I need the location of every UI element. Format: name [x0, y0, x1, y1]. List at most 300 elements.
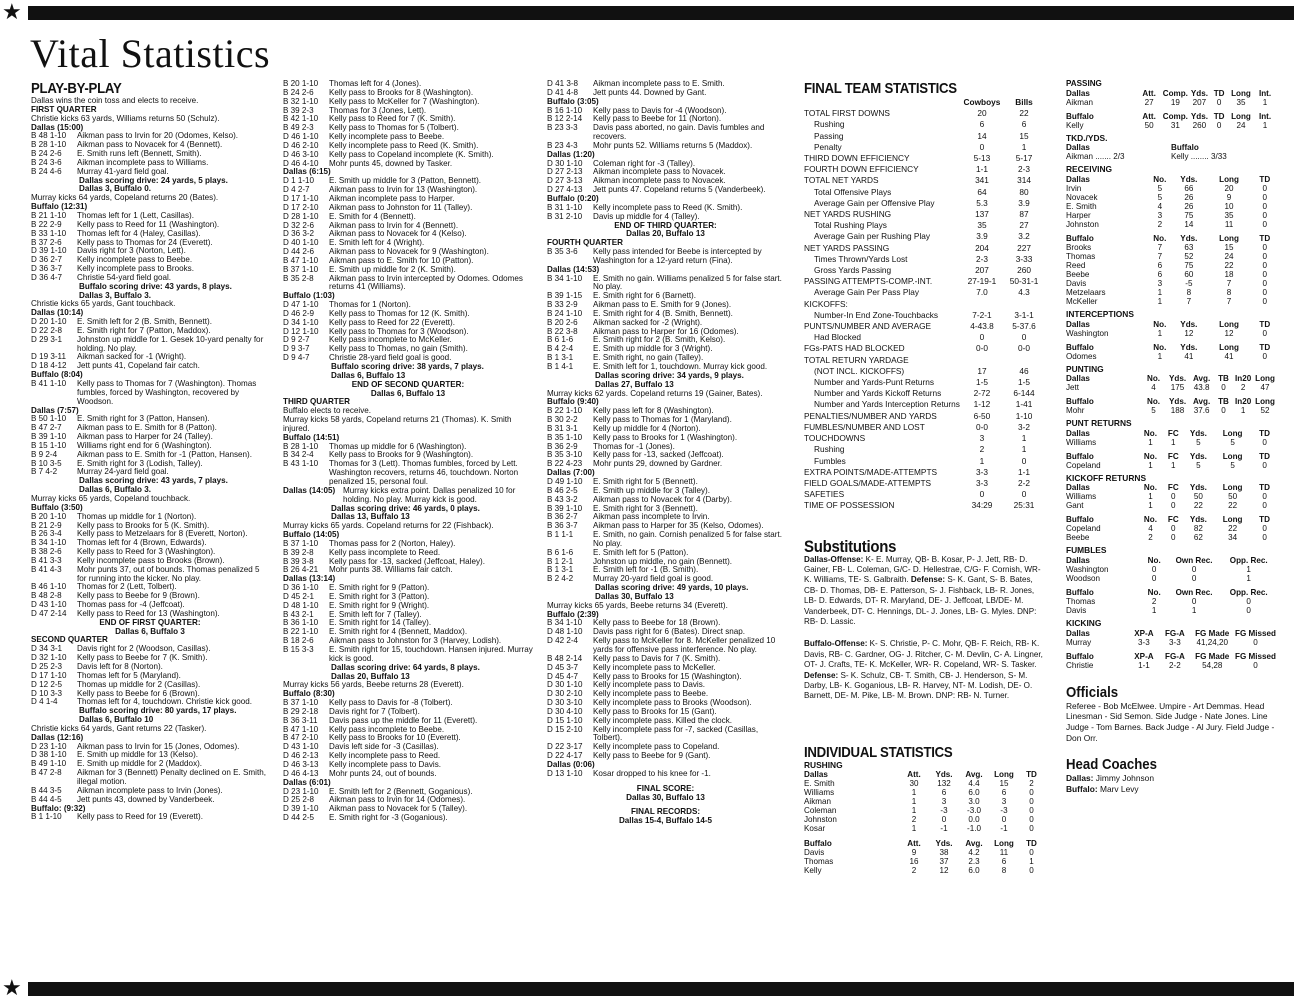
- stat-cell: 41: [1184, 351, 1194, 361]
- tkd-buffalo-name: Kelly: [1171, 152, 1189, 162]
- cowboys-value: 5-13: [973, 153, 991, 164]
- stat-cell: -1: [940, 823, 948, 833]
- stat-cell: 22: [1228, 501, 1238, 511]
- play-text: E. Smith right for 5 (Bennett).: [593, 476, 698, 486]
- tkd-buffalo-value: 3/33: [1211, 152, 1227, 162]
- stat-cell: 0: [1216, 97, 1222, 107]
- play-down: B 36 2-7: [547, 512, 578, 522]
- team-label: Buffalo: [1066, 451, 1094, 461]
- team-stat-row: [804, 142, 1044, 153]
- play-text: Kelly pass to Beebe for 9 (Gant).: [593, 751, 711, 761]
- table-row: [1066, 193, 1276, 202]
- stat-cell: 0: [1191, 565, 1197, 574]
- play-text: Kelly incomplete pass to McKeller.: [593, 662, 716, 672]
- stat-cell: 0: [1171, 492, 1176, 502]
- play-text: E. Smith right for 9 (Patton).: [329, 583, 430, 593]
- play-down: D 22 4-17: [547, 751, 583, 761]
- play-down: B 7 4-2: [31, 467, 58, 477]
- play-text: Aikman pass to Irvin for 4 (Bennett).: [329, 220, 459, 230]
- stat-cell: 54,28: [1202, 660, 1223, 670]
- stat-cell: 3: [941, 796, 947, 806]
- play-line: [547, 248, 784, 266]
- drive-team: Buffalo (9:40): [547, 397, 599, 407]
- officials-text: Referee - Bob McElwee. Umpire - Art Demmas. Head Linesman - Sid Semon. Side Judge - Nate Jones. Line Judge - Tom Barnes. Back Judge - Al Jury. Field Judge - Don Orr.: [1066, 700, 1275, 743]
- play-text: Davis right for 2 (Woodson, Casillas).: [77, 644, 211, 654]
- play-down: D 46 2-9: [283, 308, 315, 318]
- play-text: Kelly pass to Davis for -8 (Tolbert).: [329, 698, 453, 708]
- cowboys-value: 64: [977, 186, 987, 197]
- play-down: D 46 2-13: [283, 751, 319, 761]
- play-down: D 1 1-10: [283, 176, 315, 186]
- stat-cell: 6.0: [968, 787, 980, 797]
- stat-cell: 41,24,20: [1196, 637, 1228, 647]
- play-down: B 43 2-1: [283, 609, 314, 619]
- play-down: B 34 2-4: [283, 450, 314, 460]
- player-name: E. Smith: [804, 778, 835, 788]
- table-row: [1066, 98, 1276, 107]
- quarter-end: Dallas 20, Buffalo 13: [626, 229, 705, 239]
- quarter-heading: THIRD QUARTER: [283, 397, 350, 407]
- play-text: Kelly incomplete pass to Davis.: [593, 680, 706, 690]
- tkd-dallas-name: Aikman: [1066, 152, 1093, 162]
- dallas-punt-returns-table: [1066, 429, 1276, 447]
- player-name: Beebe: [1066, 270, 1090, 280]
- play-text: Thomas left for 1 (Lett, Casillas).: [77, 210, 194, 220]
- play-text: Kelly pass incomplete to Beebe.: [329, 724, 445, 734]
- cowboys-value: 20: [977, 108, 987, 119]
- individual-stats-header: INDIVIDUAL STATISTICS: [804, 743, 953, 761]
- play-down: B 38 2-6: [31, 547, 62, 557]
- fumbles-header: FUMBLES: [1066, 545, 1107, 556]
- bills-value: 1-1: [1018, 466, 1031, 477]
- play-text: Aikman pass to Irvin for 15 (Jones, Odomes).: [77, 741, 240, 751]
- player-name: Davis: [1066, 606, 1087, 615]
- team-label: Dallas: [1066, 428, 1090, 438]
- stat-cell: 1: [1157, 288, 1163, 298]
- play-down: D 12 2-5: [31, 679, 63, 689]
- team-stat-row: [804, 299, 1044, 310]
- play-down: B 22 2-9: [31, 219, 62, 229]
- stat-cell: FC: [1167, 515, 1179, 525]
- tkd-buffalo: Buffalo: [1171, 143, 1199, 153]
- stat-cell: 8: [1226, 288, 1232, 298]
- stat-label: PENALTIES/NUMBER AND YARDS: [804, 410, 937, 421]
- stat-label: FOURTH DOWN EFFICIENCY: [804, 164, 919, 175]
- stat-label: Average Gain per Offensive Play: [814, 197, 935, 208]
- play-down: D 47 1-10: [283, 300, 319, 310]
- stat-cell: 1: [1148, 437, 1153, 447]
- table-row: [1066, 243, 1276, 252]
- stat-cell: Comp.: [1162, 88, 1188, 98]
- stat-cell: FC: [1167, 428, 1179, 438]
- scoring-summary: Dallas 6, Buffalo 13: [331, 370, 406, 380]
- stat-cell: Long: [1219, 319, 1239, 329]
- stat-cell: 15: [1224, 243, 1234, 253]
- cowboys-value: [960, 355, 1004, 366]
- stat-label: FIELD GOALS/MADE-ATTEMPTS: [804, 477, 932, 488]
- stat-cell: Long: [1219, 342, 1239, 352]
- buffalo-defense-label: Defense:: [804, 670, 839, 680]
- play-text: Davis right for 3 (Norton, Lett).: [77, 246, 186, 256]
- interceptions-header: INTERCEPTIONS: [1066, 309, 1134, 320]
- play-down: D 22 2-8: [31, 325, 63, 335]
- bills-value: 15: [1019, 130, 1029, 141]
- drive-team: Dallas (15:00): [31, 122, 84, 132]
- cowboys-value: 3: [979, 433, 985, 444]
- tkd-header: TKD./YDS.: [1066, 132, 1108, 143]
- play-text: Kelly incomplete pass to Reed (K. Smith).: [329, 140, 479, 150]
- receiving-header: RECEIVING: [1066, 164, 1113, 175]
- team-stat-row: [804, 310, 1044, 321]
- play-text: Aikman pass to Harper for 16 (Odomes).: [593, 326, 739, 336]
- table-header-row: [804, 839, 1044, 848]
- play-text: Thomas up middle for 2 (Casillas).: [77, 679, 201, 689]
- play-text: E. Smith right for 6 (Barnett).: [593, 291, 697, 301]
- play-line: [283, 460, 533, 487]
- bills-value: 0: [1021, 332, 1027, 343]
- bills-value: 3-1-1: [1014, 309, 1034, 320]
- play-down: B 47 1-10: [283, 255, 319, 265]
- play-text: Kelly pass to Copeland incomplete (K. Smith).: [329, 149, 494, 159]
- play-line: [547, 275, 784, 293]
- play-text: Christie 54-yard field goal.: [77, 272, 172, 282]
- stat-cell: 0: [1262, 261, 1268, 271]
- stat-cell: 2: [1029, 778, 1034, 788]
- stat-cell: No.: [1143, 515, 1157, 525]
- cowboys-value: 3-3: [975, 466, 988, 477]
- stat-cell: FG Missed: [1235, 628, 1276, 638]
- play-down: B 4 2-4: [547, 344, 574, 354]
- play-text: Thomas for 3 (Lett). Thomas fumbles, forced by Lett. Washington recovers, returns 46, touchdown. Norton penalized 15, personal foul.: [329, 459, 519, 486]
- stat-cell: 50: [1228, 492, 1238, 502]
- play-down: B 28 1-10: [283, 441, 319, 451]
- stat-label: Passing: [814, 130, 844, 141]
- table-header-row: [1066, 175, 1276, 184]
- table-header-row: [1066, 343, 1276, 352]
- team-label: Buffalo: [1066, 651, 1094, 661]
- stat-cell: 60: [1184, 270, 1194, 280]
- play-down: D 40 1-10: [283, 238, 319, 248]
- stat-label: THIRD DOWN EFFICIENCY: [804, 153, 910, 164]
- play-text: Aikman incomplete pass to E. Smith.: [593, 80, 725, 88]
- play-down: B 26 3-4: [31, 529, 62, 539]
- cowboys-value: 1-5: [975, 377, 988, 388]
- cowboys-value: 0-0: [975, 343, 988, 354]
- buffalo-punting-table: [1066, 397, 1276, 415]
- play-text: Kelly pass to Reed for 19 (Everett).: [77, 812, 203, 822]
- table-row: [1066, 270, 1276, 279]
- pbp-list: [283, 80, 533, 823]
- quarter-end: END OF THIRD QUARTER:: [614, 220, 717, 230]
- stat-cell: Comp.: [1162, 111, 1188, 121]
- play-text: Aikman pass to E. Smith for -1 (Patton, Hansen).: [77, 449, 252, 459]
- stat-cell: 0: [1246, 597, 1251, 606]
- scoring-summary: Dallas 27, Buffalo 13: [595, 379, 674, 389]
- drive-team: Buffalo (14:05): [283, 530, 340, 540]
- stat-cell: Att.: [1142, 111, 1156, 121]
- stat-cell: 63: [1184, 243, 1194, 253]
- team-stat-row: [804, 187, 1044, 198]
- play-text: Kelly incomplete pass to Brooks (Woodson).: [593, 698, 752, 708]
- table-row: [1066, 261, 1276, 270]
- stat-cell: 26: [1184, 193, 1194, 203]
- kicking-header: KICKING: [1066, 618, 1102, 628]
- play-down: B 47 2-8: [31, 768, 62, 778]
- play-text: Thomas left for 4 (Haley, Casillas).: [77, 228, 201, 238]
- play-text: Murray 41-yard field goal.: [77, 166, 169, 176]
- table-header-row: [1066, 515, 1276, 524]
- play-down: B 24 2-6: [31, 149, 62, 159]
- stat-cell: No.: [1143, 483, 1157, 493]
- play-down: D 19 3-11: [31, 352, 66, 362]
- bottom-rule: [28, 982, 1294, 996]
- play-text: Kelly pass for -13, sacked (Jeffcoat, Haley).: [329, 556, 485, 566]
- stat-cell: 9: [911, 847, 917, 857]
- stat-cell: 18: [1224, 270, 1234, 280]
- play-down: B 41 3-3: [31, 555, 62, 565]
- stat-cell: TD: [1259, 342, 1271, 352]
- stat-cell: Long: [1231, 111, 1251, 121]
- bills-value: 3.9: [1018, 197, 1030, 208]
- play-text: E. Smith right for 14 (Talley).: [329, 618, 432, 628]
- stat-cell: 0: [1262, 328, 1268, 338]
- play-text: E. Smith left for 2 (Bennett, Goganious).: [329, 786, 473, 796]
- page-title: Vital Statistics: [30, 31, 271, 76]
- play-down: D 17 2-10: [283, 202, 319, 212]
- buffalo-kickoff-returns-table: [1066, 515, 1276, 542]
- team-stat-row: [804, 108, 1044, 119]
- stat-cell: 75: [1184, 211, 1194, 221]
- cowboys-value: 2-3: [975, 253, 988, 264]
- play-text: Thomas up middle for 6 (Washington).: [329, 441, 467, 451]
- punt-returns-header: PUNT RETURNS: [1066, 418, 1132, 429]
- stat-label: NET YARDS PASSING: [804, 242, 890, 253]
- stat-cell: 12: [1224, 328, 1234, 338]
- team-stat-row: [804, 332, 1044, 343]
- stat-cell: 2: [911, 814, 917, 824]
- play-down: D 13 1-10: [547, 768, 583, 778]
- play-down: D 30 1-10: [547, 680, 583, 690]
- dallas-kickoff-returns-table: [1066, 483, 1276, 510]
- player-name: Aikman: [804, 796, 831, 806]
- play-down: D 10 3-3: [31, 688, 63, 698]
- play-down: B 48 2-14: [547, 653, 583, 663]
- cowboys-value: 6: [979, 119, 985, 130]
- play-text: Kelly pass for -13, sacked (Jeffcoat).: [593, 450, 724, 460]
- stat-cell: 8: [1186, 288, 1192, 298]
- stat-cell: 1: [1157, 297, 1163, 307]
- drive-team: Dallas (7:00): [547, 468, 595, 478]
- play-down: B 46 2-5: [547, 485, 578, 495]
- buffalo-offense-label: Buffalo-Offense:: [804, 639, 868, 649]
- stat-label: TOTAL NET YARDS: [804, 175, 879, 186]
- play-down: D 39 1-10: [283, 804, 319, 814]
- play-text: Mohr punts 45, downed by Tasker.: [329, 158, 453, 168]
- play-down: B 24 2-6: [283, 87, 314, 97]
- play-down: B 20 1-10: [283, 80, 319, 88]
- player-name: Novacek: [1066, 193, 1098, 203]
- stat-cell: Opp. Rec.: [1229, 588, 1268, 597]
- team-label: Dallas: [1066, 88, 1090, 98]
- play-down: B 36 3-7: [547, 521, 578, 531]
- scoring-summary: Dallas scoring drive: 34 yards, 9 plays.: [595, 370, 744, 380]
- stat-label: EXTRA POINTS/MADE-ATTEMPTS: [804, 466, 938, 477]
- stat-cell: 1: [1171, 460, 1176, 470]
- table-header-row: [1066, 234, 1276, 243]
- cowboys-value: 3.9: [976, 231, 988, 242]
- table-header-row: [1066, 629, 1276, 638]
- play-text: Mohr punts 38. Williams fair catch.: [329, 565, 453, 575]
- table-header-row: [1066, 320, 1276, 329]
- stat-cell: No.: [1153, 175, 1167, 185]
- stat-cell: 52: [1184, 252, 1194, 262]
- stat-cell: 4: [1157, 202, 1163, 212]
- play-down: D 34 1-10: [283, 317, 319, 327]
- stat-cell: Att.: [1142, 88, 1156, 98]
- stat-cell: 1: [911, 787, 917, 797]
- player-name: Murray: [1066, 637, 1092, 647]
- play-text: Jett punts 43, downed by Vanderbeek.: [77, 794, 215, 804]
- stat-cell: 0: [1262, 184, 1268, 194]
- play-down: B 24 4-6: [31, 166, 62, 176]
- play-text: Davis pass right for 6 (Bates). Direct snap.: [593, 627, 746, 637]
- play-text: Davis up middle for 4 (Talley).: [593, 211, 700, 221]
- play-down: B 39 3-8: [283, 556, 314, 566]
- stat-cell: 4.2: [968, 847, 980, 857]
- play-text: Thomas up middle for 1 (Norton).: [77, 511, 197, 521]
- play-down: D 46 3-10: [283, 149, 319, 159]
- drive-team: Dallas (1:20): [547, 149, 595, 159]
- play-down: B 35 1-10: [547, 432, 583, 442]
- play-note: Murray kicks 65 yards, Beebe returns 34 (Everett).: [547, 600, 728, 610]
- play-down: D 43 1-10: [31, 600, 67, 610]
- play-line: [31, 336, 269, 354]
- stat-cell: 1: [1157, 328, 1163, 338]
- player-name: Williams: [1066, 492, 1097, 502]
- cowboys-value: 27-19-1: [967, 276, 997, 287]
- play-text: Aikman sacked for -1 (Wright).: [77, 352, 187, 362]
- stat-cell: TD: [1259, 175, 1271, 185]
- stat-cell: 0: [1262, 220, 1268, 230]
- dallas-coach-label: Dallas:: [1066, 772, 1094, 783]
- play-down: B 48 1-10: [31, 131, 67, 141]
- player-name: Kosar: [804, 823, 826, 833]
- stat-cell: 0: [1262, 460, 1267, 470]
- stat-cell: 4: [1148, 524, 1153, 534]
- quarter-heading: FOURTH QUARTER: [547, 238, 623, 248]
- play-down: B 39 1-15: [547, 291, 583, 301]
- player-name: Odomes: [1066, 351, 1097, 361]
- bills-value: 1: [1021, 433, 1027, 444]
- stat-cell: 0: [1262, 533, 1267, 543]
- play-text: Aikman incomplete pass to Harper.: [329, 193, 455, 203]
- player-name: Williams: [1066, 437, 1097, 447]
- stat-cell: 6: [1157, 261, 1163, 271]
- bills-value: 0-0: [1018, 343, 1031, 354]
- play-text: Aikman pass to Novacek for 4 (Kelso).: [329, 229, 467, 239]
- stat-cell: 0: [1029, 814, 1034, 824]
- team-label: Dallas: [1066, 374, 1090, 384]
- table-row: [1066, 279, 1276, 288]
- play-line: [547, 726, 784, 744]
- player-name: Harper: [1066, 211, 1091, 221]
- play-text: Kelly pass to Thomas for 24 (Everett).: [77, 237, 213, 247]
- cowboys-value: 3-3: [975, 477, 988, 488]
- play-line: [283, 646, 533, 664]
- team-label: Buffalo: [1066, 397, 1094, 407]
- stat-label: Average Gain per Rushing Play: [814, 231, 931, 242]
- play-text: Jett punts 44. Downed by Gant.: [593, 87, 707, 97]
- play-text: Mohr punts 37, out of bounds. Thomas penalized 5 for running into the kicker. No play.: [77, 564, 260, 583]
- play-text: Kelly incomplete pass to Davis.: [329, 759, 442, 769]
- play-text: E. Smith up middle for 3 (Patton, Bennett).: [329, 176, 482, 186]
- play-down: B 1 3-1: [547, 353, 574, 363]
- play-down: B 12 2-14: [547, 114, 583, 124]
- stat-cell: Yds.: [1180, 234, 1198, 244]
- play-text: Thomas pass for 2 (Norton, Haley).: [329, 538, 456, 548]
- play-text: E. Smith left for 5 (Patton).: [593, 547, 689, 557]
- play-text: Kelly pass to Davis for -4 (Woodson).: [593, 105, 727, 115]
- stat-cell: 5: [1151, 406, 1156, 416]
- stat-cell: 9: [1226, 193, 1232, 203]
- bills-value: 22: [1019, 108, 1029, 119]
- cowboys-value: [960, 299, 1004, 310]
- stat-cell: 5: [1157, 184, 1163, 194]
- stat-cell: 16: [909, 856, 919, 866]
- stat-cell: Avg.: [965, 838, 983, 848]
- play-down: B 28 1-10: [31, 140, 67, 150]
- bills-value: 50-31-1: [1009, 276, 1039, 287]
- play-down: D 36 3-2: [283, 229, 315, 239]
- team-label: Buffalo: [1066, 234, 1094, 244]
- drive-team: Buffalo (14:51): [283, 432, 340, 442]
- stat-cell: 22: [1224, 261, 1234, 271]
- play-note: Christie kicks 63 yards, Williams returns 50 (Schulz).: [31, 113, 220, 123]
- play-text: Mohr punts 29, downed by Gardner.: [593, 459, 723, 469]
- play-text: Aikman for 3 (Bennett) Penalty declined on E. Smith, illegal motion.: [77, 768, 266, 786]
- stat-cell: 5: [1157, 193, 1163, 203]
- stat-cell: 11: [1224, 220, 1234, 230]
- drive-team-line: [283, 487, 533, 505]
- stat-cell: 1: [911, 805, 917, 815]
- stat-cell: 0: [1262, 211, 1268, 221]
- stat-cell: Avg.: [965, 769, 983, 779]
- stat-cell: TD: [1259, 483, 1270, 493]
- drive-team: Buffalo: (9:32): [31, 803, 86, 813]
- play-down: B 30 2-2: [547, 415, 578, 425]
- stat-cell: 0: [1262, 243, 1268, 253]
- play-text: E. Smith right, no gain (Talley).: [593, 353, 704, 363]
- player-name: Kelly: [1066, 120, 1084, 130]
- buffalo-coach-name: Marv Levy: [1099, 783, 1139, 794]
- play-note: Christie kicks 64 yards, Gant returns 22 (Tasker).: [31, 723, 207, 733]
- play-text: Aikman pass to Novacek for 5 (Talley).: [329, 804, 468, 814]
- play-text: Kelly incomplete pass to Brooks.: [77, 264, 194, 274]
- play-down: B 43 1-10: [283, 459, 319, 469]
- team-stat-row: [804, 422, 1044, 433]
- play-down: B 1 4-1: [547, 362, 574, 371]
- stat-label: TOUCHDOWNS: [804, 433, 866, 444]
- final-score-label: FINAL SCORE:: [636, 783, 695, 793]
- play-down: D 32 2-6: [283, 220, 315, 230]
- play-down: B 37 2-6: [31, 237, 62, 247]
- play-down: B 35 3-6: [547, 247, 578, 257]
- player-name: Irvin: [1066, 184, 1082, 194]
- bills-value: 1-41: [1015, 399, 1033, 410]
- player-name: Thomas: [1066, 597, 1096, 606]
- play-text: E. Smith right for 7 (Patton, Maddox).: [77, 325, 211, 335]
- stat-cell: XP-A: [1134, 628, 1154, 638]
